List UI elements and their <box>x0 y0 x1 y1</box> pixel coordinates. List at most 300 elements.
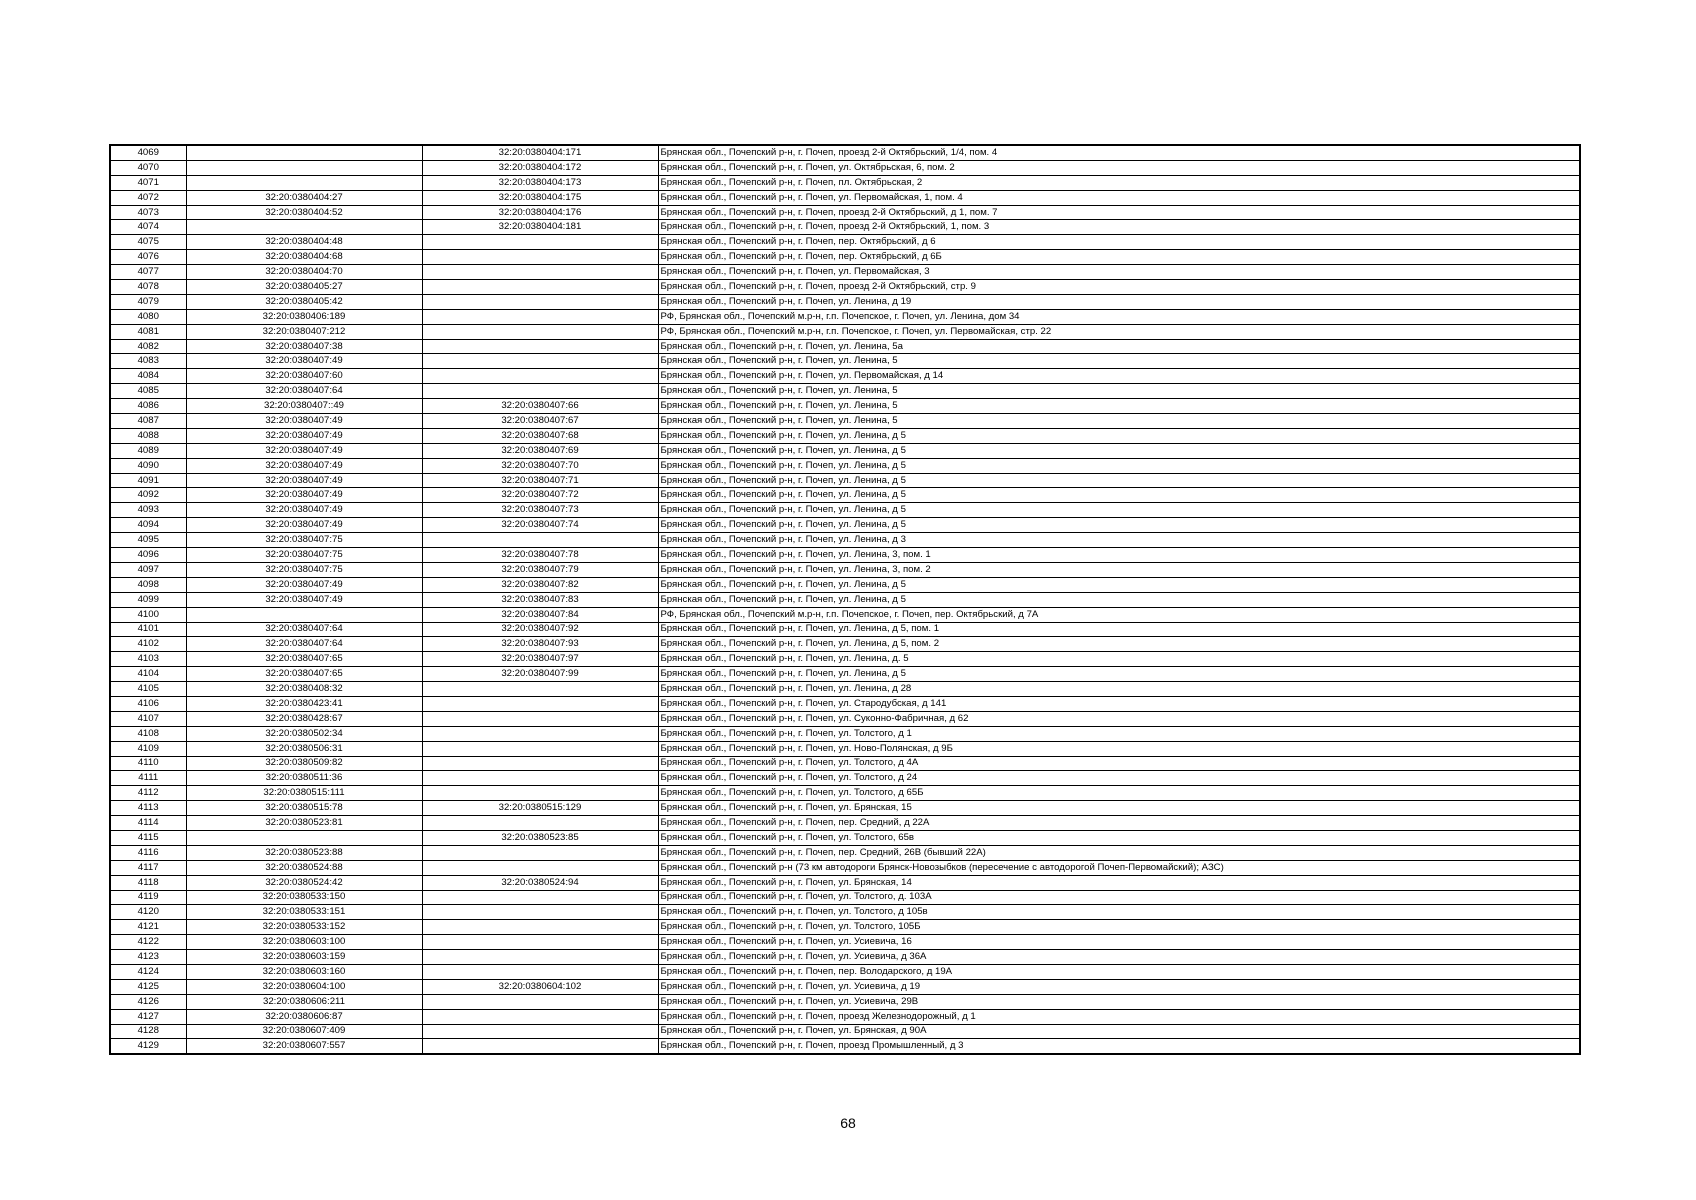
table-row <box>110 592 1580 607</box>
table-row <box>110 890 1580 905</box>
address-cell: Брянская обл., Почепский р-н, г. Почеп, ул. Ленина, д 5 <box>658 592 1580 607</box>
address-cell: Брянская обл., Почепский р-н, г. Почеп, ул. Первомайская, д 14 <box>658 369 1580 384</box>
row-number-cell: 4116 <box>110 845 186 860</box>
row-number-cell: 4093 <box>110 503 186 518</box>
cadastral-number-cell: 32:20:0380407:49 <box>186 503 422 518</box>
row-number-cell: 4108 <box>110 726 186 741</box>
related-cadastral-number-cell: 32:20:0380407:82 <box>422 577 658 592</box>
address-cell: Брянская обл., Почепский р-н, г. Почеп, ул. Ленина, д 19 <box>658 294 1580 309</box>
row-number-cell: 4109 <box>110 741 186 756</box>
address-cell: Брянская обл., Почепский р-н, г. Почеп, ул. Ленина, 5 <box>658 399 1580 414</box>
row-number-cell: 4112 <box>110 786 186 801</box>
related-cadastral-number-cell <box>422 786 658 801</box>
address-cell: Брянская обл., Почепский р-н, г. Почеп, ул. Усиевича, д 19 <box>658 979 1580 994</box>
related-cadastral-number-cell <box>422 726 658 741</box>
cadastral-number-cell: 32:20:0380404:52 <box>186 205 422 220</box>
table-row <box>110 845 1580 860</box>
table-row <box>110 160 1580 175</box>
address-cell: Брянская обл., Почепский р-н, г. Почеп, ул. Ленина, д 5 <box>658 488 1580 503</box>
cadastral-number-cell: 32:20:0380603:160 <box>186 964 422 979</box>
table-row <box>110 205 1580 220</box>
cadastral-number-cell: 32:20:0380407:65 <box>186 652 422 667</box>
cadastral-number-cell: 32:20:0380405:27 <box>186 280 422 295</box>
address-cell: Брянская обл., Почепский р-н, г. Почеп, проезд 2-й Октябрьский, стр. 9 <box>658 280 1580 295</box>
table-row <box>110 622 1580 637</box>
row-number-cell: 4118 <box>110 875 186 890</box>
cadastral-number-cell: 32:20:0380407:49 <box>186 458 422 473</box>
row-number-cell: 4087 <box>110 414 186 429</box>
related-cadastral-number-cell <box>422 756 658 771</box>
cadastral-number-cell: 32:20:0380407:60 <box>186 369 422 384</box>
row-number-cell: 4070 <box>110 160 186 175</box>
cadastral-number-cell: 32:20:0380404:48 <box>186 235 422 250</box>
related-cadastral-number-cell <box>422 384 658 399</box>
row-number-cell: 4113 <box>110 801 186 816</box>
table-row <box>110 726 1580 741</box>
table-row <box>110 428 1580 443</box>
cadastral-number-cell: 32:20:0380404:68 <box>186 250 422 265</box>
address-cell: Брянская обл., Почепский р-н, г. Почеп, ул. Суконно-Фабричная, д 62 <box>658 711 1580 726</box>
row-number-cell: 4103 <box>110 652 186 667</box>
table-row <box>110 1039 1580 1054</box>
related-cadastral-number-cell: 32:20:0380407:97 <box>422 652 658 667</box>
cadastral-number-cell <box>186 830 422 845</box>
row-number-cell: 4121 <box>110 920 186 935</box>
cadastral-number-cell: 32:20:0380509:82 <box>186 756 422 771</box>
cadastral-table <box>109 144 1581 1055</box>
row-number-cell: 4080 <box>110 309 186 324</box>
table-row <box>110 950 1580 965</box>
row-number-cell: 4110 <box>110 756 186 771</box>
address-cell: РФ, Брянская обл., Почепский м.р-н, г.п. Почепское, г. Почеп, пер. Октябрьский, д 7А <box>658 607 1580 622</box>
row-number-cell: 4076 <box>110 250 186 265</box>
address-cell: Брянская обл., Почепский р-н, г. Почеп, ул. Ленина, д 5 <box>658 428 1580 443</box>
cadastral-number-cell: 32:20:0380607:409 <box>186 1024 422 1039</box>
related-cadastral-number-cell <box>422 265 658 280</box>
related-cadastral-number-cell <box>422 696 658 711</box>
table-row <box>110 548 1580 563</box>
table-row <box>110 250 1580 265</box>
table-row <box>110 562 1580 577</box>
cadastral-number-cell: 32:20:0380407:64 <box>186 384 422 399</box>
table-row <box>110 458 1580 473</box>
row-number-cell: 4095 <box>110 533 186 548</box>
cadastral-number-cell: 32:20:0380407:64 <box>186 622 422 637</box>
table-row <box>110 994 1580 1009</box>
cadastral-number-cell: 32:20:0380523:81 <box>186 816 422 831</box>
row-number-cell: 4084 <box>110 369 186 384</box>
address-cell: Брянская обл., Почепский р-н, г. Почеп, ул. Ленина, д 5 <box>658 458 1580 473</box>
related-cadastral-number-cell: 32:20:0380404:173 <box>422 175 658 190</box>
address-cell: Брянская обл., Почепский р-н, г. Почеп, ул. Ленина, д 5 <box>658 443 1580 458</box>
row-number-cell: 4086 <box>110 399 186 414</box>
address-cell: Брянская обл., Почепский р-н, г. Почеп, пер. Октябрьский, д 6Б <box>658 250 1580 265</box>
table-row <box>110 518 1580 533</box>
row-number-cell: 4128 <box>110 1024 186 1039</box>
cadastral-number-cell: 32:20:0380407::49 <box>186 399 422 414</box>
table-row <box>110 280 1580 295</box>
address-cell: Брянская обл., Почепский р-н, г. Почеп, ул. Первомайская, 3 <box>658 265 1580 280</box>
table-row <box>110 964 1580 979</box>
related-cadastral-number-cell <box>422 935 658 950</box>
cadastral-number-cell: 32:20:0380407:64 <box>186 637 422 652</box>
table-row <box>110 220 1580 235</box>
row-number-cell: 4123 <box>110 950 186 965</box>
row-number-cell: 4091 <box>110 473 186 488</box>
table-row <box>110 637 1580 652</box>
row-number-cell: 4107 <box>110 711 186 726</box>
address-cell: Брянская обл., Почепский р-н, г. Почеп, ул. Толстого, д 65Б <box>658 786 1580 801</box>
cadastral-number-cell: 32:20:0380533:151 <box>186 905 422 920</box>
related-cadastral-number-cell <box>422 1009 658 1024</box>
address-cell: Брянская обл., Почепский р-н, г. Почеп, проезд 2-й Октябрьский, 1, пом. 3 <box>658 220 1580 235</box>
cadastral-number-cell: 32:20:0380511:36 <box>186 771 422 786</box>
related-cadastral-number-cell <box>422 339 658 354</box>
cadastral-number-cell: 32:20:0380408:32 <box>186 682 422 697</box>
address-cell: Брянская обл., Почепский р-н, г. Почеп, ул. Октябрьская, 6, пом. 2 <box>658 160 1580 175</box>
cadastral-number-cell: 32:20:0380428:67 <box>186 711 422 726</box>
row-number-cell: 4115 <box>110 830 186 845</box>
row-number-cell: 4081 <box>110 324 186 339</box>
address-cell: Брянская обл., Почепский р-н, г. Почеп, ул. Ленина, д 5 <box>658 667 1580 682</box>
table-row <box>110 652 1580 667</box>
related-cadastral-number-cell: 32:20:0380407:68 <box>422 428 658 443</box>
table-row <box>110 399 1580 414</box>
row-number-cell: 4079 <box>110 294 186 309</box>
row-number-cell: 4126 <box>110 994 186 1009</box>
row-number-cell: 4106 <box>110 696 186 711</box>
table-row <box>110 801 1580 816</box>
related-cadastral-number-cell <box>422 711 658 726</box>
address-cell: Брянская обл., Почепский р-н, г. Почеп, ул. Толстого, 65в <box>658 830 1580 845</box>
cadastral-number-cell: 32:20:0380407:212 <box>186 324 422 339</box>
address-cell: Брянская обл., Почепский р-н, г. Почеп, проезд 2-й Октябрьский, 1/4, пом. 4 <box>658 145 1580 160</box>
cadastral-number-cell: 32:20:0380404:27 <box>186 190 422 205</box>
cadastral-number-cell: 32:20:0380607:557 <box>186 1039 422 1054</box>
related-cadastral-number-cell <box>422 369 658 384</box>
row-number-cell: 4082 <box>110 339 186 354</box>
related-cadastral-number-cell: 32:20:0380515:129 <box>422 801 658 816</box>
address-cell: РФ, Брянская обл., Почепский м.р-н, г.п. Почепское, г. Почеп, ул. Первомайская, стр. 22 <box>658 324 1580 339</box>
related-cadastral-number-cell <box>422 533 658 548</box>
address-cell: Брянская обл., Почепский р-н, г. Почеп, ул. Ленина, д 3 <box>658 533 1580 548</box>
table-row <box>110 860 1580 875</box>
table-row <box>110 324 1580 339</box>
related-cadastral-number-cell: 32:20:0380407:84 <box>422 607 658 622</box>
address-cell: Брянская обл., Почепский р-н, г. Почеп, проезд Промышленный, д 3 <box>658 1039 1580 1054</box>
related-cadastral-number-cell <box>422 860 658 875</box>
cadastral-number-cell: 32:20:0380407:75 <box>186 548 422 563</box>
related-cadastral-number-cell <box>422 994 658 1009</box>
table-row <box>110 771 1580 786</box>
row-number-cell: 4092 <box>110 488 186 503</box>
related-cadastral-number-cell: 32:20:0380407:66 <box>422 399 658 414</box>
table-row <box>110 696 1580 711</box>
row-number-cell: 4075 <box>110 235 186 250</box>
table-row <box>110 667 1580 682</box>
row-number-cell: 4129 <box>110 1039 186 1054</box>
cadastral-number-cell: 32:20:0380407:65 <box>186 667 422 682</box>
table-row <box>110 473 1580 488</box>
table-row <box>110 235 1580 250</box>
related-cadastral-number-cell <box>422 950 658 965</box>
address-cell: Брянская обл., Почепский р-н, г. Почеп, ул. Усиевича, д 36А <box>658 950 1580 965</box>
cadastral-number-cell <box>186 220 422 235</box>
cadastral-number-cell: 32:20:0380423:41 <box>186 696 422 711</box>
related-cadastral-number-cell: 32:20:0380404:172 <box>422 160 658 175</box>
address-cell: Брянская обл., Почепский р-н, г. Почеп, пер. Средний, д 22А <box>658 816 1580 831</box>
cadastral-number-cell: 32:20:0380515:111 <box>186 786 422 801</box>
related-cadastral-number-cell <box>422 682 658 697</box>
address-cell: Брянская обл., Почепский р-н, г. Почеп, ул. Ленина, д 5, пом. 2 <box>658 637 1580 652</box>
row-number-cell: 4119 <box>110 890 186 905</box>
table-row <box>110 741 1580 756</box>
cadastral-number-cell: 32:20:0380407:75 <box>186 562 422 577</box>
row-number-cell: 4114 <box>110 816 186 831</box>
row-number-cell: 4120 <box>110 905 186 920</box>
address-cell: РФ, Брянская обл., Почепский м.р-н, г.п. Почепское, г. Почеп, ул. Ленина, дом 34 <box>658 309 1580 324</box>
address-cell: Брянская обл., Почепский р-н, г. Почеп, пер. Октябрьский, д 6 <box>658 235 1580 250</box>
related-cadastral-number-cell <box>422 905 658 920</box>
address-cell: Брянская обл., Почепский р-н, г. Почеп, ул. Ново-Полянская, д 9Б <box>658 741 1580 756</box>
table-row <box>110 488 1580 503</box>
cadastral-number-cell: 32:20:0380506:31 <box>186 741 422 756</box>
cadastral-number-cell: 32:20:0380407:49 <box>186 443 422 458</box>
cadastral-number-cell: 32:20:0380407:49 <box>186 592 422 607</box>
related-cadastral-number-cell <box>422 816 658 831</box>
cadastral-number-cell: 32:20:0380404:70 <box>186 265 422 280</box>
address-cell: Брянская обл., Почепский р-н, г. Почеп, ул. Первомайская, 1, пом. 4 <box>658 190 1580 205</box>
address-cell: Брянская обл., Почепский р-н, г. Почеп, ул. Ленина, д 28 <box>658 682 1580 697</box>
table-row <box>110 443 1580 458</box>
related-cadastral-number-cell: 32:20:0380407:71 <box>422 473 658 488</box>
table-row <box>110 190 1580 205</box>
address-cell: Брянская обл., Почепский р-н, г. Почеп, ул. Ленина, 5 <box>658 354 1580 369</box>
address-cell: Брянская обл., Почепский р-н, г. Почеп, ул. Ленина, д 5 <box>658 518 1580 533</box>
address-cell: Брянская обл., Почепский р-н, г. Почеп, пер. Володарского, д 19А <box>658 964 1580 979</box>
row-number-cell: 4088 <box>110 428 186 443</box>
table-row <box>110 816 1580 831</box>
address-cell: Брянская обл., Почепский р-н, г. Почеп, ул. Ленина, д. 5 <box>658 652 1580 667</box>
related-cadastral-number-cell <box>422 845 658 860</box>
related-cadastral-number-cell: 32:20:0380407:73 <box>422 503 658 518</box>
address-cell: Брянская обл., Почепский р-н, г. Почеп, проезд Железнодорожный, д 1 <box>658 1009 1580 1024</box>
related-cadastral-number-cell <box>422 1024 658 1039</box>
cadastral-number-cell: 32:20:0380604:100 <box>186 979 422 994</box>
row-number-cell: 4090 <box>110 458 186 473</box>
table-row <box>110 175 1580 190</box>
related-cadastral-number-cell: 32:20:0380404:176 <box>422 205 658 220</box>
row-number-cell: 4098 <box>110 577 186 592</box>
row-number-cell: 4077 <box>110 265 186 280</box>
related-cadastral-number-cell <box>422 964 658 979</box>
cadastral-number-cell <box>186 175 422 190</box>
table-row <box>110 1024 1580 1039</box>
address-cell: Брянская обл., Почепский р-н, г. Почеп, ул. Толстого, д 24 <box>658 771 1580 786</box>
address-cell: Брянская обл., Почепский р-н, г. Почеп, ул. Стародубская, д 141 <box>658 696 1580 711</box>
cadastral-number-cell: 32:20:0380407:49 <box>186 428 422 443</box>
row-number-cell: 4085 <box>110 384 186 399</box>
related-cadastral-number-cell <box>422 354 658 369</box>
table-row <box>110 607 1580 622</box>
table-row <box>110 935 1580 950</box>
table-row <box>110 384 1580 399</box>
cadastral-number-cell <box>186 145 422 160</box>
table-row <box>110 145 1580 160</box>
cadastral-number-cell: 32:20:0380407:49 <box>186 488 422 503</box>
address-cell: Брянская обл., Почепский р-н, г. Почеп, пер. Средний, 26В (бывший 22А) <box>658 845 1580 860</box>
cadastral-number-cell: 32:20:0380405:42 <box>186 294 422 309</box>
related-cadastral-number-cell: 32:20:0380404:175 <box>422 190 658 205</box>
address-cell: Брянская обл., Почепский р-н, г. Почеп, ул. Усиевича, 16 <box>658 935 1580 950</box>
cadastral-number-cell: 32:20:0380523:88 <box>186 845 422 860</box>
row-number-cell: 4122 <box>110 935 186 950</box>
table-row <box>110 354 1580 369</box>
cadastral-number-cell: 32:20:0380606:211 <box>186 994 422 1009</box>
related-cadastral-number-cell <box>422 1039 658 1054</box>
table-row <box>110 309 1580 324</box>
row-number-cell: 4071 <box>110 175 186 190</box>
cadastral-number-cell: 32:20:0380606:87 <box>186 1009 422 1024</box>
row-number-cell: 4073 <box>110 205 186 220</box>
row-number-cell: 4078 <box>110 280 186 295</box>
cadastral-number-cell: 32:20:0380407:49 <box>186 354 422 369</box>
address-cell: Брянская обл., Почепский р-н, г. Почеп, ул. Брянская, 15 <box>658 801 1580 816</box>
cadastral-number-cell <box>186 160 422 175</box>
cadastral-number-cell <box>186 607 422 622</box>
table-row <box>110 577 1580 592</box>
row-number-cell: 4089 <box>110 443 186 458</box>
row-number-cell: 4094 <box>110 518 186 533</box>
related-cadastral-number-cell <box>422 280 658 295</box>
page-number: 68 <box>840 1115 856 1131</box>
row-number-cell: 4099 <box>110 592 186 607</box>
related-cadastral-number-cell: 32:20:0380407:79 <box>422 562 658 577</box>
row-number-cell: 4097 <box>110 562 186 577</box>
row-number-cell: 4124 <box>110 964 186 979</box>
row-number-cell: 4111 <box>110 771 186 786</box>
address-cell: Брянская обл., Почепский р-н, г. Почеп, ул. Ленина, д 5, пом. 1 <box>658 622 1580 637</box>
address-cell: Брянская обл., Почепский р-н (73 км автодороги Брянск-Новозыбков (пересечение с автодорогой Почеп-Первомайский); АЗС) <box>658 860 1580 875</box>
cadastral-number-cell: 32:20:0380407:49 <box>186 414 422 429</box>
table-row <box>110 369 1580 384</box>
address-cell: Брянская обл., Почепский р-н, г. Почеп, ул. Ленина, 5а <box>658 339 1580 354</box>
row-number-cell: 4074 <box>110 220 186 235</box>
related-cadastral-number-cell: 32:20:0380407:70 <box>422 458 658 473</box>
table-row <box>110 265 1580 280</box>
row-number-cell: 4072 <box>110 190 186 205</box>
row-number-cell: 4105 <box>110 682 186 697</box>
address-cell: Брянская обл., Почепский р-н, г. Почеп, ул. Толстого, д 105в <box>658 905 1580 920</box>
table-row <box>110 294 1580 309</box>
row-number-cell: 4096 <box>110 548 186 563</box>
table-row <box>110 711 1580 726</box>
related-cadastral-number-cell: 32:20:0380407:83 <box>422 592 658 607</box>
address-cell: Брянская обл., Почепский р-н, г. Почеп, ул. Толстого, д. 103А <box>658 890 1580 905</box>
row-number-cell: 4102 <box>110 637 186 652</box>
cadastral-number-cell: 32:20:0380407:75 <box>186 533 422 548</box>
related-cadastral-number-cell: 32:20:0380407:78 <box>422 548 658 563</box>
cadastral-number-cell: 32:20:0380533:150 <box>186 890 422 905</box>
related-cadastral-number-cell <box>422 250 658 265</box>
related-cadastral-number-cell: 32:20:0380404:181 <box>422 220 658 235</box>
address-cell: Брянская обл., Почепский р-н, г. Почеп, ул. Усиевича, 29В <box>658 994 1580 1009</box>
cadastral-number-cell: 32:20:0380502:34 <box>186 726 422 741</box>
related-cadastral-number-cell <box>422 294 658 309</box>
address-cell: Брянская обл., Почепский р-н, г. Почеп, ул. Ленина, д 5 <box>658 473 1580 488</box>
address-cell: Брянская обл., Почепский р-н, г. Почеп, ул. Ленина, д 5 <box>658 503 1580 518</box>
related-cadastral-number-cell: 32:20:0380407:74 <box>422 518 658 533</box>
address-cell: Брянская обл., Почепский р-н, г. Почеп, ул. Толстого, 105Б <box>658 920 1580 935</box>
table-row <box>110 905 1580 920</box>
row-number-cell: 4104 <box>110 667 186 682</box>
related-cadastral-number-cell: 32:20:0380604:102 <box>422 979 658 994</box>
address-cell: Брянская обл., Почепский р-н, г. Почеп, ул. Брянская, д 90А <box>658 1024 1580 1039</box>
cadastral-number-cell: 32:20:0380603:159 <box>186 950 422 965</box>
related-cadastral-number-cell: 32:20:0380523:85 <box>422 830 658 845</box>
table-row <box>110 414 1580 429</box>
row-number-cell: 4100 <box>110 607 186 622</box>
related-cadastral-number-cell: 32:20:0380407:67 <box>422 414 658 429</box>
cadastral-number-cell: 32:20:0380407:49 <box>186 577 422 592</box>
address-cell: Брянская обл., Почепский р-н, г. Почеп, ул. Брянская, 14 <box>658 875 1580 890</box>
table-row <box>110 830 1580 845</box>
address-cell: Брянская обл., Почепский р-н, г. Почеп, пл. Октябрьская, 2 <box>658 175 1580 190</box>
related-cadastral-number-cell: 32:20:0380407:99 <box>422 667 658 682</box>
row-number-cell: 4083 <box>110 354 186 369</box>
table-body <box>110 145 1580 1054</box>
cadastral-number-cell: 32:20:0380407:49 <box>186 518 422 533</box>
cadastral-number-cell: 32:20:0380407:38 <box>186 339 422 354</box>
address-cell: Брянская обл., Почепский р-н, г. Почеп, проезд 2-й Октябрьский, д 1, пом. 7 <box>658 205 1580 220</box>
related-cadastral-number-cell <box>422 741 658 756</box>
related-cadastral-number-cell: 32:20:0380404:171 <box>422 145 658 160</box>
table-row <box>110 786 1580 801</box>
table-row <box>110 1009 1580 1024</box>
cadastral-number-cell: 32:20:0380603:100 <box>186 935 422 950</box>
cadastral-number-cell: 32:20:0380524:88 <box>186 860 422 875</box>
row-number-cell: 4127 <box>110 1009 186 1024</box>
address-cell: Брянская обл., Почепский р-н, г. Почеп, ул. Ленина, 3, пом. 1 <box>658 548 1580 563</box>
related-cadastral-number-cell <box>422 235 658 250</box>
related-cadastral-number-cell <box>422 920 658 935</box>
row-number-cell: 4101 <box>110 622 186 637</box>
table-row <box>110 756 1580 771</box>
table-row <box>110 682 1580 697</box>
cadastral-number-cell: 32:20:0380524:42 <box>186 875 422 890</box>
row-number-cell: 4069 <box>110 145 186 160</box>
table-row <box>110 533 1580 548</box>
related-cadastral-number-cell: 32:20:0380407:69 <box>422 443 658 458</box>
address-cell: Брянская обл., Почепский р-н, г. Почеп, ул. Ленина, 3, пом. 2 <box>658 562 1580 577</box>
cadastral-number-cell: 32:20:0380533:152 <box>186 920 422 935</box>
address-cell: Брянская обл., Почепский р-н, г. Почеп, ул. Ленина, 5 <box>658 384 1580 399</box>
cadastral-number-cell: 32:20:0380407:49 <box>186 473 422 488</box>
address-cell: Брянская обл., Почепский р-н, г. Почеп, ул. Толстого, д 4А <box>658 756 1580 771</box>
related-cadastral-number-cell <box>422 324 658 339</box>
cadastral-number-cell: 32:20:0380515:78 <box>186 801 422 816</box>
cadastral-number-cell: 32:20:0380406:189 <box>186 309 422 324</box>
row-number-cell: 4125 <box>110 979 186 994</box>
address-cell: Брянская обл., Почепский р-н, г. Почеп, ул. Ленина, д 5 <box>658 577 1580 592</box>
address-cell: Брянская обл., Почепский р-н, г. Почеп, ул. Ленина, 5 <box>658 414 1580 429</box>
related-cadastral-number-cell: 32:20:0380407:93 <box>422 637 658 652</box>
row-number-cell: 4117 <box>110 860 186 875</box>
related-cadastral-number-cell <box>422 771 658 786</box>
table-row <box>110 339 1580 354</box>
table-row <box>110 875 1580 890</box>
related-cadastral-number-cell: 32:20:0380407:72 <box>422 488 658 503</box>
